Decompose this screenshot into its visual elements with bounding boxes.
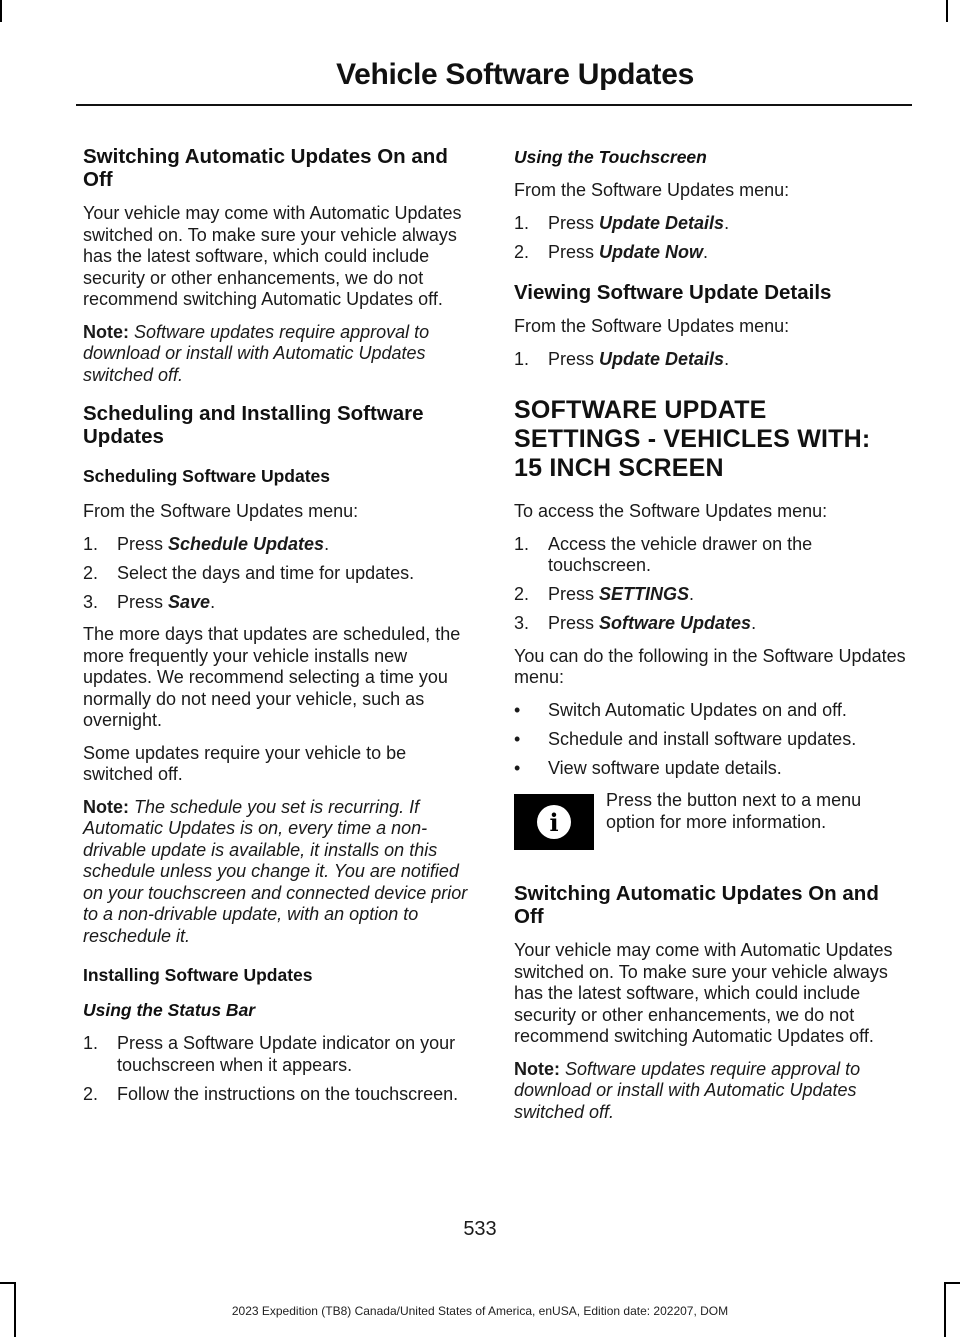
ui-label: Save: [168, 591, 211, 612]
ui-label: Schedule Updates: [168, 533, 325, 554]
list-item: 2. Press SETTINGS.: [514, 584, 695, 604]
step-list: [514, 213, 906, 264]
subheading: Installing Software Updates: [83, 965, 313, 985]
info-callout: [514, 790, 906, 862]
paragraph: To access the Software Updates menu:: [514, 501, 828, 521]
list-item: 2. Follow the instructions on the touchscreen.: [83, 1083, 459, 1104]
section-heading: Scheduling and Installing Software Updates: [83, 402, 424, 448]
note-text: Software updates require approval to download or install with Automatic Updates switched off.: [514, 1058, 861, 1122]
ui-label: Software Updates: [599, 613, 752, 633]
step-list: [514, 534, 906, 635]
crop-mark: [946, 0, 948, 22]
ui-label: Update Details: [599, 212, 725, 233]
ui-label: Update Now: [599, 241, 704, 262]
list-item: 1. Press Update Details.: [514, 212, 730, 233]
list-item: 1. Press Schedule Updates.: [83, 533, 330, 554]
sub-subheading: Using the Touchscreen: [514, 147, 707, 167]
list-item: 2. Select the days and time for updates.: [83, 562, 415, 583]
page-title: Vehicle Software Updates: [336, 58, 694, 91]
page-number: 533: [463, 1218, 497, 1240]
list-item: 1. Press Update Details.: [514, 348, 730, 369]
paragraph: Your vehicle may come with Automatic Updates switched on. To make sure your vehicle always has the latest software, which could include security or other enhancements, we do not recommend switching Automatic Updates off.: [514, 940, 893, 1046]
note-text: Software updates require approval to download or install with Automatic Updates switched off.: [83, 321, 430, 385]
sub-subheading: Using the Status Bar: [83, 1000, 256, 1020]
note: [83, 322, 475, 387]
section-heading: Viewing Software Update Details: [514, 281, 832, 304]
ui-label: SETTINGS: [599, 584, 690, 604]
list-item: 3. Press Software Updates.: [514, 613, 757, 633]
note: [514, 1059, 906, 1124]
step-list: [83, 1033, 475, 1105]
list-item: 1. Access the vehicle drawer on the touchscreen.: [514, 533, 813, 575]
paragraph: Your vehicle may come with Automatic Updates switched on. To make sure your vehicle always has the latest software, which could include security or other enhancements, we do not recommend switching Automatic Updates off.: [83, 203, 462, 309]
list-item: • View software update details.: [514, 757, 782, 778]
ui-label: Update Details: [599, 348, 725, 369]
paragraph: From the Software Updates menu:: [514, 180, 790, 200]
info-text: Press the button next to a menu option for more information.: [606, 790, 862, 832]
list-item: • Schedule and install software updates.: [514, 728, 857, 749]
subheading: Scheduling Software Updates: [83, 466, 330, 486]
note-text: The schedule you set is recurring. If Automatic Updates is on, every time a non-drivable update is available, it installs on this schedule unless you change it. You are notified on your touchscreen and connected device prior to a non-drivable update, with an option to reschedule it.: [83, 796, 468, 946]
paragraph: You can do the following in the Software Updates menu:: [514, 645, 906, 687]
paragraph: Some updates require your vehicle to be switched off.: [83, 742, 407, 784]
step-list: [514, 349, 906, 371]
info-icon: i: [514, 794, 594, 850]
right-column: [514, 145, 906, 1134]
note-label: Note:: [514, 1058, 560, 1079]
bullet-list: [514, 700, 906, 780]
footer-text: 2023 Expedition (TB8) Canada/United States of America, enUSA, Edition date: 202207, DOM: [231, 1304, 729, 1318]
note-label: Note:: [83, 796, 129, 817]
crop-mark: [944, 1282, 960, 1284]
left-column: [83, 145, 475, 1116]
list-item: 3. Press Save.: [83, 591, 216, 612]
section-heading: Switching Automatic Updates On and Off: [514, 882, 879, 928]
list-item: • Switch Automatic Updates on and off.: [514, 699, 847, 720]
header-divider: [76, 104, 912, 106]
step-list: [83, 534, 475, 614]
crop-mark: [0, 0, 2, 22]
paragraph: From the Software Updates menu:: [514, 316, 790, 336]
paragraph: From the Software Updates menu:: [83, 501, 359, 521]
list-item: 2. Press Update Now.: [514, 241, 709, 262]
section-heading: Switching Automatic Updates On and Off: [83, 145, 448, 191]
chapter-title: SOFTWARE UPDATE SETTINGS - VEHICLES WITH: 15 INCH SCREEN: [514, 396, 871, 482]
list-item: 1. Press a Software Update indicator on your touchscreen when it appears.: [83, 1033, 456, 1075]
note-label: Note:: [83, 321, 129, 342]
note: [83, 797, 475, 948]
paragraph: The more days that updates are scheduled, the more frequently your vehicle installs new updates. We recommend selecting a time you normally do not need your vehicle, such as overnight.: [83, 624, 461, 730]
